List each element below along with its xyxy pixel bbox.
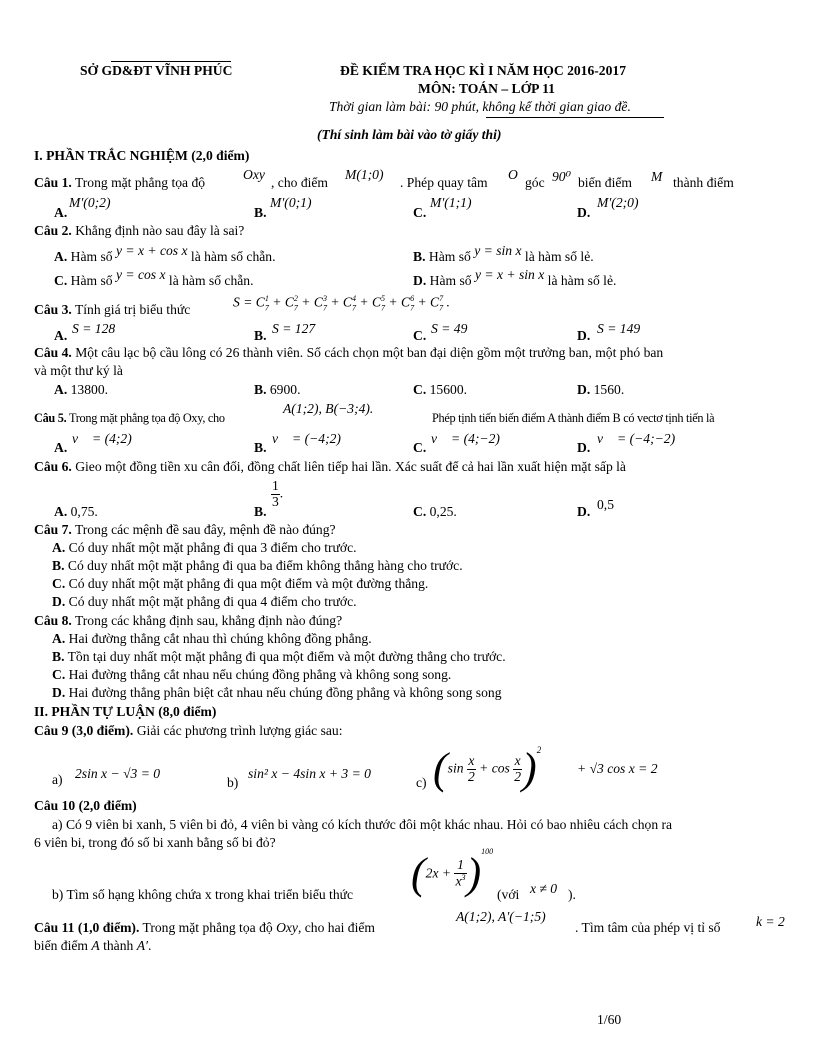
q6-opt-d-label: D. <box>577 504 591 519</box>
q9-c-tail: + √3 cos x = 2 <box>577 761 658 776</box>
q9-a-label: a) <box>52 772 63 787</box>
q3-stem <box>34 303 190 318</box>
q5-opt-d-label: D. <box>577 440 591 455</box>
q9-label: Câu 9 (3,0 điểm). <box>34 723 134 738</box>
q7-label: Câu 7. <box>34 522 72 537</box>
q5-stem <box>34 412 225 426</box>
q4-stem <box>34 346 663 361</box>
q1-opt-b-label: B. <box>254 205 267 220</box>
q5-opt-b-label: B. <box>254 440 267 455</box>
q1-opt-a-label: A. <box>54 205 68 220</box>
q3-opt-b-label: B. <box>254 328 267 343</box>
q3-opt-a-label: A. <box>54 328 68 343</box>
q9-c-label: c) <box>416 775 427 790</box>
q9-stem <box>34 724 343 739</box>
q10-a: a) Có 9 viên bi xanh, 5 viên bi đỏ, 4 viên bi vàng có kích thước đôi một khác nhau. Hỏi có bao nhiêu cách chọn ra <box>52 817 673 832</box>
q6-opt-d: 0,5 <box>597 497 614 512</box>
school-name: SỞ GD&ĐT VĨNH PHÚC <box>80 63 233 78</box>
q8-label: Câu 8. <box>34 613 72 628</box>
q1-text2: , cho điểm <box>271 175 329 190</box>
q11-stem <box>34 921 375 936</box>
part1-title: I. PHẦN TRẮC NGHIỆM (2,0 điểm) <box>34 148 250 163</box>
q6-label: Câu 6. <box>34 459 72 474</box>
q6-opt-b-label: B. <box>254 504 267 519</box>
exam-time: Thời gian làm bài: 90 phút, không kể thời gian giao đề. <box>329 99 631 114</box>
q6-text: Gieo một đồng tiền xu cân đối, đồng chất liên tiếp hai lần. Xác suất để cả hai lần xuất hiện mặt sấp là <box>75 459 626 474</box>
q3-opt-d-label: D. <box>577 328 591 343</box>
q5-opt-c: v⃗ = (4;−2) <box>431 431 500 446</box>
q7-opt-c: C. Có duy nhất một mặt phẳng đi qua một điểm và một đường thẳng. <box>52 576 429 591</box>
q11-text1: Trong mặt phẳng tọa độ <box>142 920 273 935</box>
q5-points: A(1;2), B(−3;4). <box>283 401 374 416</box>
q2-text: Khẳng định nào sau đây là sai? <box>75 223 245 238</box>
q11-label: Câu 11 (1,0 điểm). <box>34 920 140 935</box>
q11-text3: . Tìm tâm của phép vị tỉ số <box>575 920 721 935</box>
q1-text4: góc <box>525 175 545 190</box>
q2-opt-b: B. Hàm số y = sin x là hàm số lẻ. <box>413 243 594 264</box>
q11-oxy: Oxy <box>276 920 298 935</box>
q1-oxy: Oxy <box>243 167 265 182</box>
q5-opt-d: v⃗ = (−4;−2) <box>597 431 676 446</box>
exam-note: (Thí sinh làm bài vào tờ giấy thi) <box>317 127 502 142</box>
q1-opt-c: M′(1;1) <box>430 195 472 210</box>
q7-opt-d: D. Có duy nhất một mặt phẳng đi qua 4 điểm cho trước. <box>52 594 357 609</box>
q7-opt-b: B. Có duy nhất một mặt phẳng đi qua ba điểm không thẳng hàng cho trước. <box>52 558 463 573</box>
q3-label: Câu 3. <box>34 302 72 317</box>
q6-opt-b-numerator: 1 <box>272 478 279 493</box>
time-underline <box>486 117 664 118</box>
q1-text1: Trong mặt phẳng tọa độ <box>74 175 206 190</box>
q3-opt-c-label: C. <box>413 328 427 343</box>
q8-stem <box>34 614 342 629</box>
q3-opt-b: S = 127 <box>272 321 316 336</box>
q4-label: Câu 4. <box>34 345 72 360</box>
q10-b-tail: (với <box>497 887 520 902</box>
exam-title: ĐỀ KIỂM TRA HỌC KÌ I NĂM HỌC 2016-2017 <box>340 63 626 78</box>
q8-text: Trong các khẳng định sau, khẳng định nào đúng? <box>74 613 343 628</box>
q5-opt-a-label: A. <box>54 440 68 455</box>
q3-formula: $S = C_7^1 + C_7^2 + C_7^3 + C_7^4 + C_7^5 + C_7^6 + C_7^7$ . <box>233 294 450 313</box>
q4-opt-a: A. 13800. <box>54 382 109 397</box>
q3-opt-a: S = 128 <box>72 321 116 336</box>
part2-title: II. PHẦN TỰ LUẬN (8,0 điểm) <box>34 704 217 719</box>
q5-opt-c-label: C. <box>413 440 427 455</box>
q9-b-label: b) <box>227 775 239 790</box>
q6-opt-b-frac: $\frac{1}{3}$ . <box>272 478 284 509</box>
q10-a2: 6 viên bi, trong đó số bi xanh bằng số bi đỏ? <box>34 835 276 850</box>
q6-opt-b-denominator: 3 <box>272 493 279 509</box>
q8-opt-a: A. Hai đường thẳng cắt nhau thì chúng không đồng phẳng. <box>52 631 372 646</box>
q1-opt-b: M′(0;1) <box>270 195 312 210</box>
q2-opt-d: D. Hàm số y = x + sin x là hàm số lẻ. <box>413 267 617 288</box>
q1-text5: biến điểm <box>578 175 632 190</box>
q1-opt-d: M′(2;0) <box>597 195 639 210</box>
q9-a-eq: 2sin x − √3 = 0 <box>75 766 161 781</box>
q4-text: Một câu lạc bộ cầu lông có 26 thành viên. Số cách chọn một ban đại diện gồm một trưởng ban, một phó ban <box>75 345 664 360</box>
q4-text2: và một thư ký là <box>34 363 123 378</box>
page-number: 1/60 <box>597 1012 622 1027</box>
q8-opt-c: C. Hai đường thẳng cắt nhau nếu chúng đồng phẳng và không song song. <box>52 667 452 682</box>
q1-opt-a: M′(0;2) <box>69 195 111 210</box>
q1-text3: . Phép quay tâm <box>400 175 488 190</box>
q2-opt-c: C. Hàm số y = cos x là hàm số chẵn. <box>54 267 254 288</box>
q11-line2: biến điểm A thành A′. <box>34 938 152 953</box>
header-line <box>111 61 231 62</box>
q10-b: b) Tìm số hạng không chứa x trong khai triển biểu thức <box>52 887 354 902</box>
q3-opt-c: S = 49 <box>431 321 468 336</box>
q1-text6: thành điểm <box>673 175 734 190</box>
q9-text: Giải các phương trình lượng giác sau: <box>136 723 343 738</box>
q8-opt-b: B. Tồn tại duy nhất một mặt phẳng đi qua một điểm và một đường thẳng cho trước. <box>52 649 506 664</box>
q10-b-cond: x ≠ 0 <box>530 881 558 896</box>
q1-opt-c-label: C. <box>413 205 427 220</box>
exam-subject: MÔN: TOÁN – LỚP 11 <box>418 81 555 96</box>
q7-opt-a: A. Có duy nhất một mặt phẳng đi qua 3 điểm cho trước. <box>52 540 357 555</box>
q6-opt-a: A. 0,75. <box>54 504 98 519</box>
q1-center-o: O <box>508 167 518 182</box>
q1-opt-d-label: D. <box>577 205 591 220</box>
q10-label: Câu 10 (2,0 điểm) <box>34 798 137 813</box>
q4-opt-d: D. 1560. <box>577 382 625 397</box>
q5-opt-b: v⃗ = (−4;2) <box>272 431 341 446</box>
q1-stem <box>34 176 205 191</box>
q1-angle: 90⁰ <box>552 169 572 184</box>
q5-text2: Phép tịnh tiến biến điểm A thành điểm B có vectơ tịnh tiến là <box>432 411 715 425</box>
q11-k: k = 2 <box>756 914 785 929</box>
q11-text2: , cho hai điểm <box>297 920 375 935</box>
q6-stem <box>34 460 626 475</box>
q5-label: Câu 5. <box>34 411 67 425</box>
q2-label: Câu 2. <box>34 223 72 238</box>
q3-opt-d: S = 149 <box>597 321 641 336</box>
q10-b-end: ). <box>568 887 576 902</box>
q9-b-eq: sin² x − 4sin x + 3 = 0 <box>248 766 371 781</box>
q1-label: Câu 1. <box>34 175 72 190</box>
q9-c-eq: (sin $\frac{x}{2}$ + cos $\frac{x}{2}$ )$^2$ <box>433 744 542 793</box>
q1-point-mm: M <box>651 169 663 184</box>
q10-b-expr: (2x + $\frac{1}{x^3}$ )$^{100}$ <box>411 846 494 898</box>
q1-point-m: M(1;0) <box>345 167 384 182</box>
q2-opt-a: A. Hàm số y = x + cos x là hàm số chẵn. <box>54 243 276 264</box>
q5-text1: Trong mặt phẳng tọa độ Oxy, cho <box>68 411 225 425</box>
q6-opt-c: C. 0,25. <box>413 504 457 519</box>
q7-stem <box>34 523 336 538</box>
q3-text: Tính giá trị biểu thức <box>74 302 191 317</box>
q11-points: A(1;2), A′(−1;5) <box>456 909 546 924</box>
q7-text: Trong các mệnh đề sau đây, mệnh đề nào đúng? <box>74 522 336 537</box>
q4-opt-b: B. 6900. <box>254 382 301 397</box>
q2-stem <box>34 224 244 239</box>
q4-opt-c: C. 15600. <box>413 382 468 397</box>
q8-opt-d: D. Hai đường thẳng phân biệt cắt nhau nếu chúng đồng phẳng và không song song <box>52 685 502 700</box>
q5-opt-a: v⃗ = (4;2) <box>72 431 132 446</box>
